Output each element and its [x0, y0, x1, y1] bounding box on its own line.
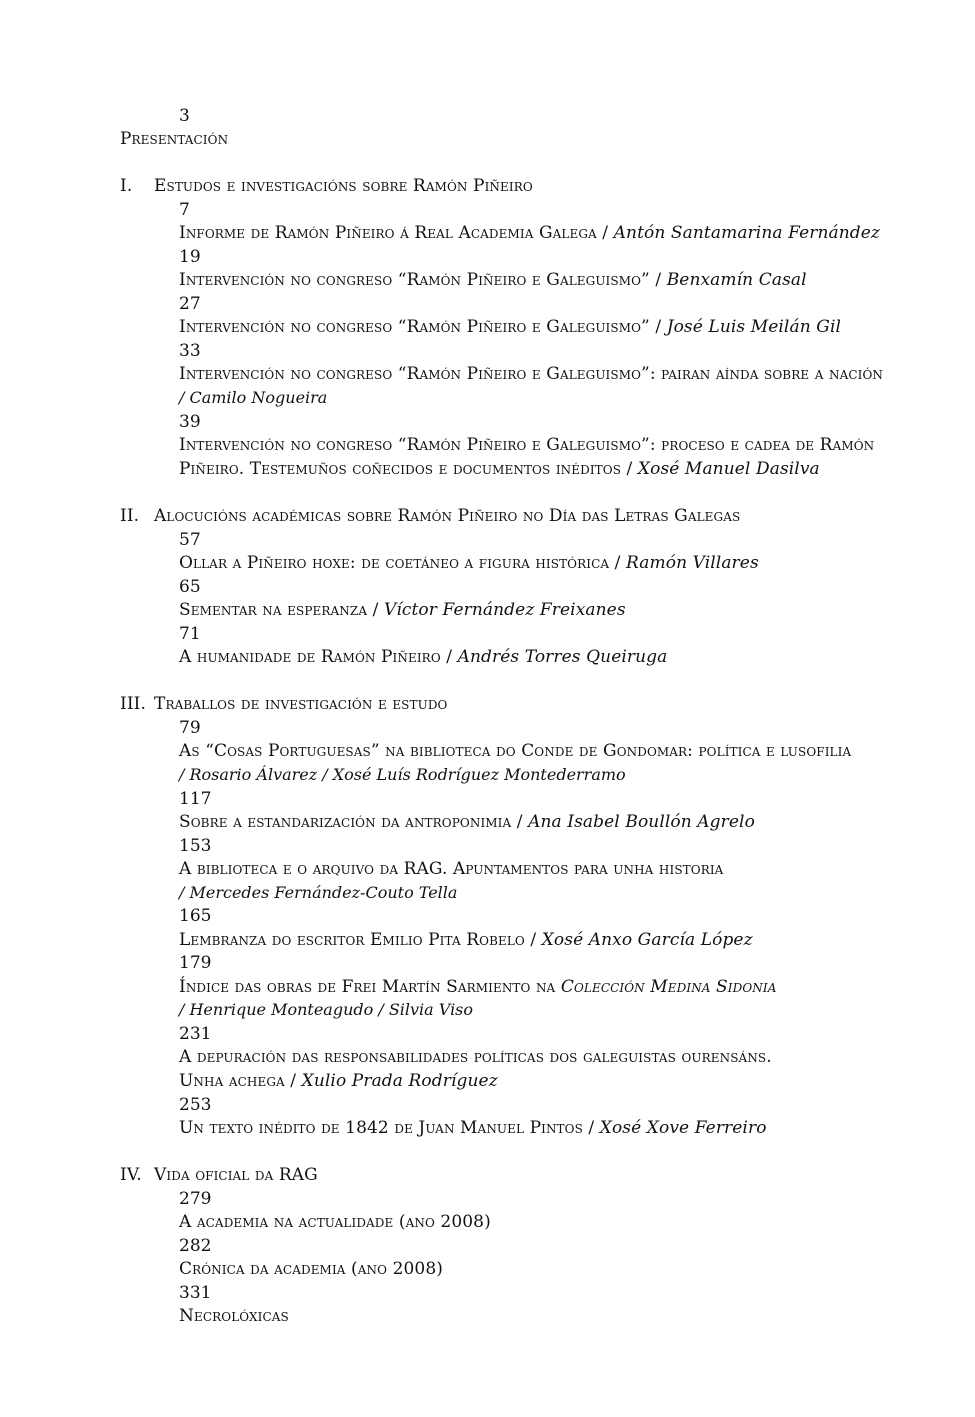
page-number: 3 [179, 106, 190, 126]
entry-title-italic: Colección Medina Sidonia [560, 977, 777, 997]
entry-title: Un texto inédito de 1842 de Juan Manuel Pintos / Xosé Xove Ferreiro [179, 1118, 767, 1138]
entry-author: Xosé Anxo García López [541, 930, 753, 950]
entry-title: Piñeiro. Testemuños coñecidos e documentos inéditos / Xosé Manuel Dasilva [179, 459, 820, 479]
entry-title: Intervención no congreso “Ramón Piñeiro e Galeguismo” / José Luis Meilán Gil [179, 317, 842, 337]
entry-author: Ana Isabel Boullón Agrelo [528, 812, 755, 832]
section-numeral: IV. [120, 1165, 142, 1185]
entry-title: Índice das obras de Frei Martín Sarmiento na Colección Medina Sidonia [179, 977, 777, 997]
entry-author: José Luis Meilán Gil [666, 317, 842, 337]
page-number: 253 [179, 1095, 212, 1115]
page-number: 165 [179, 906, 212, 926]
entry-title: A academia na actualidade (ano 2008) [179, 1212, 491, 1232]
page-number: 179 [179, 953, 212, 973]
entry-title: A biblioteca e o arquivo da RAG. Apuntamentos para unha historia [179, 859, 724, 879]
section-title: Estudos e investigacións sobre Ramón Piñeiro [154, 176, 533, 196]
page-number: 282 [179, 1236, 212, 1256]
page-number: 65 [179, 577, 201, 597]
entry-title: A depuración das responsabilidades políticas dos galeguistas ourensáns. [179, 1047, 772, 1067]
entry-author: Xosé Manuel Dasilva [637, 459, 820, 479]
section-heading [120, 506, 740, 526]
entry-author: / Mercedes Fernández-Couto Tella [179, 883, 458, 902]
entry-title: Lembranza do escritor Emilio Pita Robelo / Xosé Anxo García López [179, 930, 753, 950]
entry-title: As “Cosas Portuguesas” na biblioteca do Conde de Gondomar: política e lusofilia [179, 741, 852, 761]
entry-author: / Rosario Álvarez / Xosé Luís Rodríguez Montederramo [179, 765, 626, 784]
page-number: 79 [179, 718, 201, 738]
section-heading [120, 1165, 318, 1185]
entry-title: Sementar na esperanza / Víctor Fernández Freixanes [179, 600, 626, 620]
page-number: 231 [179, 1024, 212, 1044]
page-number: 19 [179, 247, 201, 267]
page-number: 71 [179, 624, 201, 644]
entry-title: Informe de Ramón Piñeiro á Real Academia Galega / Antón Santamarina Fernández [179, 223, 880, 243]
entry-author: Andrés Torres Queiruga [457, 647, 668, 667]
page-number: 7 [179, 200, 190, 220]
page-number: 331 [179, 1283, 212, 1303]
page-number: 117 [179, 789, 212, 809]
entry-author: Antón Santamarina Fernández [613, 223, 880, 243]
section-title: Vida oficial da RAG [154, 1165, 318, 1185]
page-number: 57 [179, 530, 201, 550]
entry-title: Presentación [120, 129, 229, 149]
entry-title: A humanidade de Ramón Piñeiro / Andrés Torres Queiruga [179, 647, 668, 667]
entry-title: Intervención no congreso “Ramón Piñeiro e Galeguismo”: proceso e cadea de Ramón [179, 435, 875, 455]
entry-author: / Camilo Nogueira [179, 388, 328, 407]
page-number: 27 [179, 294, 201, 314]
entry-author: Benxamín Casal [666, 270, 807, 290]
page-number: 153 [179, 836, 212, 856]
entry-author: Ramón Villares [626, 553, 759, 573]
entry-author: Xulio Prada Rodríguez [301, 1071, 498, 1091]
section-heading [120, 694, 447, 714]
entry-author: / Henrique Monteagudo / Silvia Viso [179, 1000, 474, 1019]
section-numeral: III. [120, 694, 146, 714]
section-heading [120, 176, 533, 196]
entry-title: Crónica da academia (ano 2008) [179, 1259, 443, 1279]
entry-title: Unha achega / Xulio Prada Rodríguez [179, 1071, 498, 1091]
page-number: 33 [179, 341, 201, 361]
entry-title: Intervención no congreso “Ramón Piñeiro e Galeguismo” / Benxamín Casal [179, 270, 807, 290]
section-title: Alocucións académicas sobre Ramón Piñeiro no Día das Letras Galegas [154, 506, 741, 526]
section-numeral: II. [120, 506, 140, 526]
entry-author: Xosé Xove Ferreiro [599, 1118, 767, 1138]
section-numeral: I. [120, 176, 133, 196]
entry-title: Sobre a estandarización da antroponimia / Ana Isabel Boullón Agrelo [179, 812, 755, 832]
entry-title: Necrolóxicas [179, 1306, 289, 1326]
entry-title: Ollar a Piñeiro hoxe: de coetáneo a figura histórica / Ramón Villares [179, 553, 759, 573]
page-number: 39 [179, 412, 201, 432]
entry-title: Intervención no congreso “Ramón Piñeiro e Galeguismo”: pairan aínda sobre a nación [179, 364, 884, 384]
section-title: Traballos de investigación e estudo [154, 694, 448, 714]
entry-author: Víctor Fernández Freixanes [383, 600, 626, 620]
page-number: 279 [179, 1189, 212, 1209]
